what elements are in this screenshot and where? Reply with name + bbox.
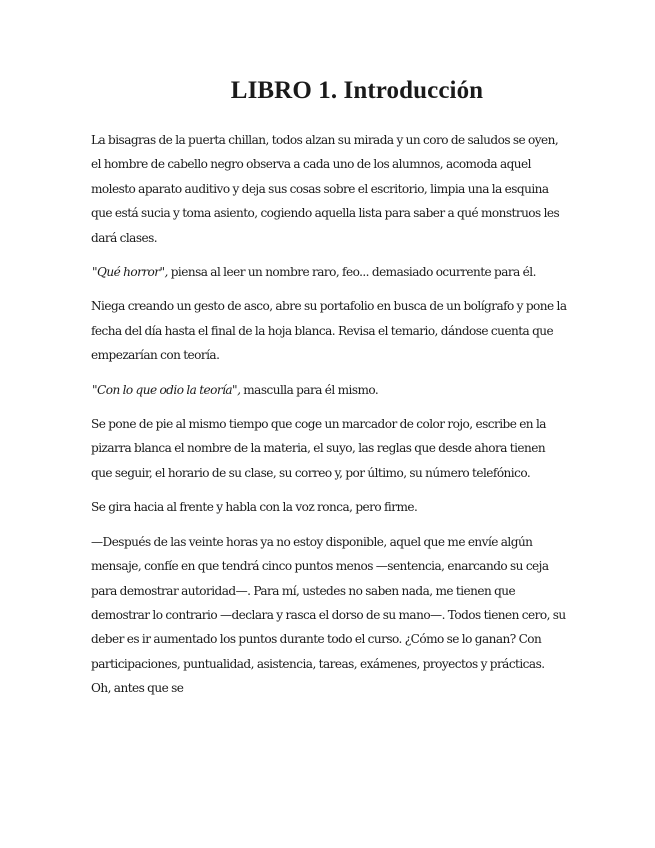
chapter-title: LIBRO 1. Introducción xyxy=(230,77,484,104)
paragraph xyxy=(91,530,567,701)
thought-quote: "Qué horror", xyxy=(92,265,168,280)
paragraph-text: piensa al leer un nombre raro, feo... demasiado ocurrente para él. xyxy=(167,265,536,280)
paragraph-text: Niega creando un gesto de asco, abre su portafolio en busca de un bolígrafo y pone la fecha del día hasta el final de la hoja blanca. Revisa el temario, dándose cuenta que empezarían con teoría. xyxy=(91,299,567,363)
paragraph xyxy=(91,294,567,367)
paragraph xyxy=(91,128,567,250)
document-body xyxy=(91,128,567,701)
paragraph-text: La bisagras de la puerta chillan, todos alzan su mirada y un coro de saludos se oyen, el hombre de cabello negro observa a cada uno de los alumnos, acomoda aquel molesto aparato auditivo y deja sus cosas sobre el escritorio, limpia una la esquina que está sucia y toma asiento, cogiendo aquella lista para saber a qué monstruos les dará clases. xyxy=(91,133,560,245)
paragraph xyxy=(91,412,567,485)
thought-quote: "Con lo que odio la teoría", xyxy=(92,382,241,397)
paragraph-text: Se pone de pie al mismo tiempo que coge un marcador de color rojo, escribe en la pizarra blanca el nombre de la materia, el suyo, las reglas que desde ahora tienen que seguir, el horario de su clase, su correo y, por último, su número telefónico. xyxy=(91,417,546,480)
paragraph-text: masculla para él mismo. xyxy=(240,382,379,397)
paragraph-text: Se gira hacia al frente y habla con la voz ronca, pero firme. xyxy=(91,500,418,515)
paragraph xyxy=(91,260,567,284)
paragraph xyxy=(91,378,567,402)
paragraph-text: —Después de las veinte horas ya no estoy disponible, aquel que me envíe algún mensaje, confíe en que tendrá cinco puntos menos —sentencia, enarcando su ceja para demostrar autoridad—. Para mí, ustedes no saben nada, me tienen que demostrar lo contrario —declara y rasca el dorso de su mano—. Todos tienen cero, su deber es ir aumentado los puntos durante todo el curso. ¿Cómo se lo ganan? Con participaciones, puntualidad, asistencia, tareas, exámenes, proyectos y prácticas. Oh, antes que se xyxy=(91,534,566,696)
paragraph xyxy=(91,495,567,519)
